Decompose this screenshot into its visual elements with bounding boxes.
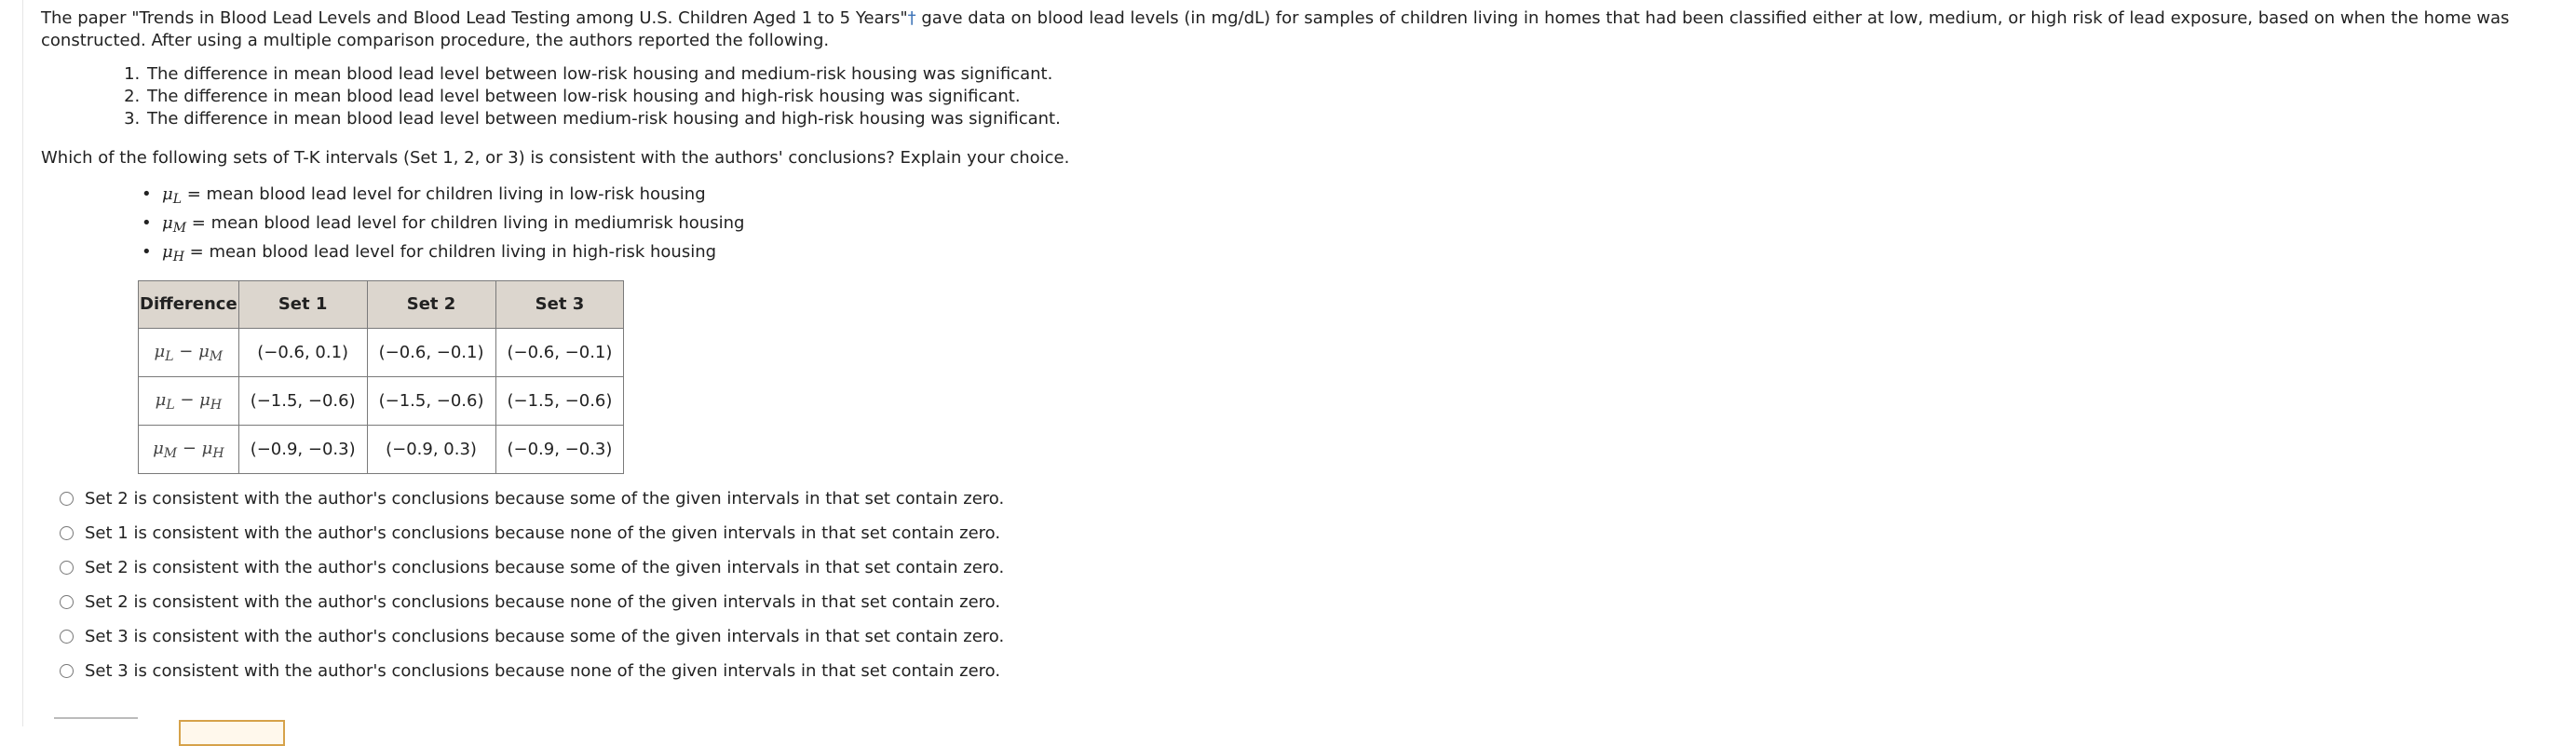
definitions-list: [41, 181, 2556, 267]
mu-symbol: $\mu_L$: [162, 184, 182, 207]
definition-item: [142, 181, 2556, 210]
bullet-icon: •: [142, 213, 152, 233]
table-header-row: [139, 281, 624, 329]
table-row: [139, 426, 624, 474]
intro-text-start: The paper "Trends in Blood Lead Levels and Blood Lead Testing among U.S. Children Aged 1 to 5 Years": [41, 8, 908, 28]
table-row: [139, 329, 624, 377]
findings-list: [41, 63, 2556, 130]
interval-cell: (−0.9, 0.3): [367, 426, 495, 474]
mu-symbol: $\mu_H$: [162, 242, 184, 264]
interval-cell: (−0.6, −0.1): [495, 329, 624, 377]
option-label: Set 2 is consistent with the author's conclusions because none of the given intervals in that set contain zero.: [85, 591, 1001, 612]
answer-option[interactable]: [60, 482, 2556, 516]
finding-item: 3. The difference in mean blood lead level between medium-risk housing and high-risk housing was significant.: [145, 108, 2556, 130]
option-label: Set 2 is consistent with the author's conclusions because some of the given intervals in that set contain zero.: [85, 557, 1005, 577]
interval-cell: (−1.5, −0.6): [367, 377, 495, 426]
radio-button[interactable]: [60, 526, 74, 540]
interval-cell: (−1.5, −0.6): [495, 377, 624, 426]
option-label: Set 2 is consistent with the author's conclusions because some of the given intervals in that set contain zero.: [85, 488, 1005, 509]
interval-cell: (−1.5, −0.6): [238, 377, 367, 426]
interval-cell: (−0.6, −0.1): [367, 329, 495, 377]
difference-cell: $\mu_M - \mu_H$: [139, 426, 239, 474]
definition-text: = mean blood lead level for children living in low-risk housing: [182, 184, 706, 204]
definition-item: [142, 238, 2556, 267]
definition-text: = mean blood lead level for children living in high-risk housing: [183, 242, 717, 262]
difference-cell: $\mu_L - \mu_H$: [139, 377, 239, 426]
column-header-set-2: Set 2: [367, 281, 495, 329]
footnote-dagger-link[interactable]: †: [907, 8, 916, 28]
radio-button[interactable]: [60, 664, 74, 678]
answer-option[interactable]: [60, 619, 2556, 654]
interval-cell: (−0.9, −0.3): [495, 426, 624, 474]
bullet-icon: •: [142, 242, 152, 262]
definition-item: [142, 210, 2556, 238]
column-header-set-3: Set 3: [495, 281, 624, 329]
answer-option[interactable]: [60, 516, 2556, 550]
finding-item: 2. The difference in mean blood lead level between low-risk housing and high-risk housing was significant.: [145, 86, 2556, 108]
column-header-difference: Difference: [139, 281, 239, 329]
option-label: Set 3 is consistent with the author's conclusions because some of the given intervals in that set contain zero.: [85, 626, 1005, 646]
mu-symbol: $\mu_M$: [162, 213, 187, 236]
intro-text-end: gave data on blood lead levels (in mg/dL) for samples of children living in homes that had been classified either at low, medium, or high risk of lead exposure, based on when the home was constructed. After using a multiple comparison procedure, the authors reported the following.: [41, 8, 2510, 50]
interval-cell: (−0.9, −0.3): [238, 426, 367, 474]
finding-item: 1. The difference in mean blood lead level between low-risk housing and medium-risk housing was significant.: [145, 63, 2556, 86]
option-label: Set 1 is consistent with the author's conclusions because none of the given intervals in that set contain zero.: [85, 522, 1001, 543]
difference-cell: $\mu_L - \mu_M$: [139, 329, 239, 377]
definition-text: = mean blood lead level for children living in mediumrisk housing: [186, 213, 745, 233]
answer-option[interactable]: [60, 654, 2556, 688]
bullet-icon: •: [142, 184, 152, 204]
radio-button[interactable]: [60, 595, 74, 609]
explanation-input[interactable]: [179, 720, 285, 746]
table-row: [139, 377, 624, 426]
question-content: [41, 7, 2556, 688]
cutoff-text-line: [54, 717, 138, 719]
radio-button[interactable]: [60, 630, 74, 644]
radio-button[interactable]: [60, 492, 74, 506]
question-text: Which of the following sets of T-K intervals (Set 1, 2, or 3) is consistent with the authors' conclusions? Explain your choice.: [41, 148, 1070, 168]
answer-option[interactable]: [60, 550, 2556, 585]
radio-button[interactable]: [60, 561, 74, 575]
option-label: Set 3 is consistent with the author's conclusions because none of the given intervals in that set contain zero.: [85, 660, 1001, 681]
interval-cell: (−0.6, 0.1): [238, 329, 367, 377]
left-divider: [22, 0, 23, 726]
column-header-set-1: Set 1: [238, 281, 367, 329]
intro-paragraph: [41, 7, 2556, 52]
answer-options: [60, 482, 2556, 688]
answer-option[interactable]: [60, 585, 2556, 619]
tk-intervals-table: [138, 280, 624, 474]
